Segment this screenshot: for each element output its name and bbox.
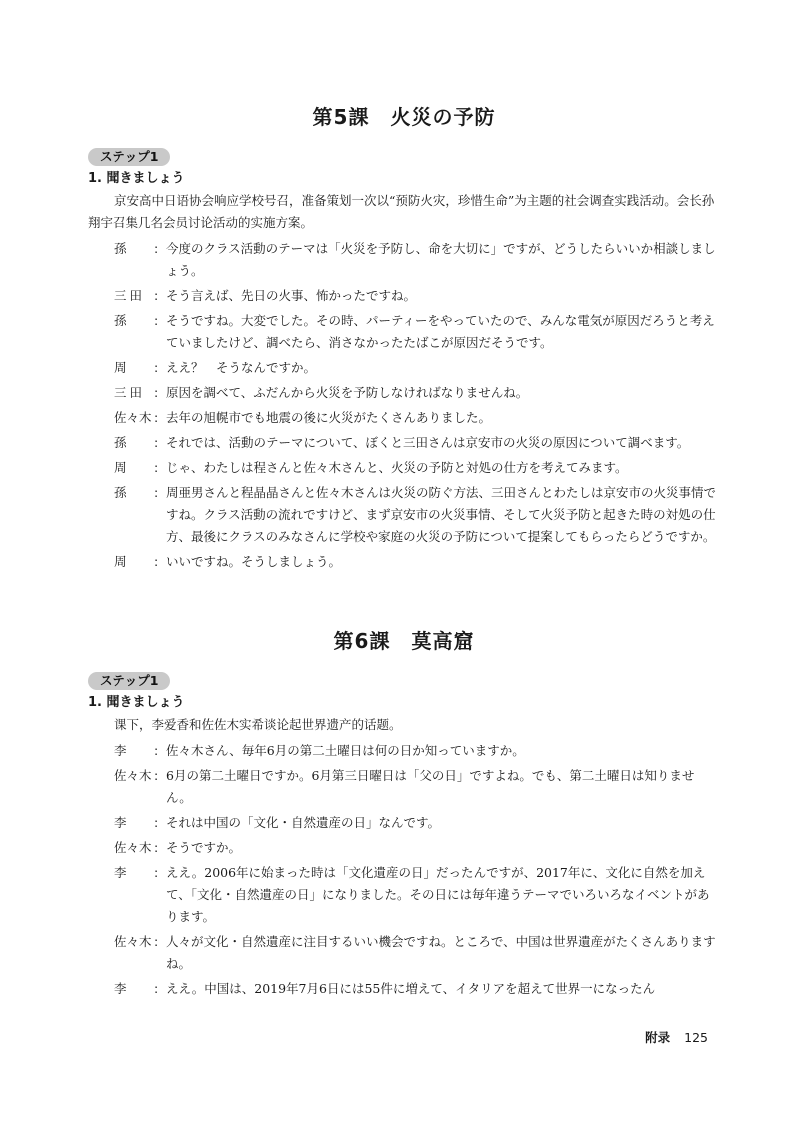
speaker: 李 <box>114 743 127 758</box>
speaker: 李 <box>114 981 127 996</box>
speaker: 周 <box>114 460 127 475</box>
page-number: 125 <box>684 1030 708 1045</box>
dialogue-line <box>114 551 720 573</box>
separator: : <box>154 865 159 880</box>
step-badge: ステップ1 <box>88 672 170 690</box>
separator: : <box>154 288 159 303</box>
speaker: 孫 <box>114 435 127 450</box>
dialogue-line <box>114 357 720 379</box>
lesson-title: 第5課 火災の予防 <box>312 105 496 129</box>
dialogue <box>114 238 720 573</box>
line-text: そうですね。大変でした。その時、パーティーをやっていたので、みんな電気が原因だろうと考えていましたけど、調べたら、消さなかったたばこが原因だそうです。 <box>166 313 715 350</box>
speaker: 佐々木 <box>114 840 152 855</box>
dialogue-line <box>114 812 720 834</box>
dialogue-line <box>114 862 720 928</box>
line-text: それは中国の「文化・自然遺産の日」なんです。 <box>166 815 441 830</box>
separator: : <box>154 815 159 830</box>
separator: : <box>154 934 159 949</box>
speaker: 三田 <box>114 288 146 303</box>
line-text: 佐々木さん、毎年6月の第二土曜日は何の日か知っていますか。 <box>166 743 525 758</box>
dialogue-line <box>114 238 720 282</box>
speaker: 孫 <box>114 241 127 256</box>
separator: : <box>154 840 159 855</box>
line-text: そうですか。 <box>166 840 242 855</box>
speaker: 佐々木 <box>114 410 152 425</box>
separator: : <box>154 460 159 475</box>
lesson-5 <box>88 102 720 576</box>
separator: : <box>154 313 159 328</box>
dialogue-line <box>114 978 720 1000</box>
step-badge: ステップ1 <box>88 148 170 166</box>
dialogue-line <box>114 310 720 354</box>
footer-label: 附录 <box>645 1030 671 1045</box>
line-text: そう言えば、先日の火事、怖かったですね。 <box>166 288 417 303</box>
separator: : <box>154 981 159 996</box>
speaker: 佐々木 <box>114 768 152 783</box>
section-heading: 1. 聞きましょう <box>88 695 185 710</box>
line-text: 6月の第二土曜日ですか。6月第三日曜日は「父の日」ですよね。でも、第二土曜日は知りません。 <box>166 768 695 805</box>
speaker: 李 <box>114 815 127 830</box>
line-text: ええ。2006年に始まった時は「文化遺産の日」だったんですが、2017年に、文化に自然を加えて、「文化・自然遺産の日」になりました。その日には毎年違うテーマでいろいろなイベントがあります。 <box>166 865 710 924</box>
separator: : <box>154 768 159 783</box>
separator: : <box>154 743 159 758</box>
line-text: 今度のクラス活動のテーマは「火災を予防し、命を大切に」ですが、どうしたらいいか相談しましょう。 <box>166 241 716 278</box>
speaker: 周 <box>114 360 127 375</box>
separator: : <box>154 435 159 450</box>
dialogue-line <box>114 837 720 859</box>
dialogue-line <box>114 765 720 809</box>
section-heading: 1. 聞きましょう <box>88 171 185 186</box>
dialogue-line <box>114 457 720 479</box>
dialogue-line <box>114 740 720 762</box>
speaker: 佐々木 <box>114 934 152 949</box>
dialogue-line <box>114 407 720 429</box>
line-text: じゃ、わたしは程さんと佐々木さんと、火災の予防と対処の仕方を考えてみます。 <box>166 460 628 475</box>
speaker: 孫 <box>114 485 127 500</box>
speaker: 孫 <box>114 313 127 328</box>
dialogue-line <box>114 482 720 548</box>
line-text: それでは、活動のテーマについて、ぼくと三田さんは京安市の火災の原因について調べます。 <box>166 435 690 450</box>
line-text: 去年の旭幌市でも地震の後に火災がたくさんありました。 <box>166 410 492 425</box>
page-footer <box>645 1028 708 1046</box>
separator: : <box>154 385 159 400</box>
line-text: 人々が文化・自然遺産に注目するいい機会ですね。ところで、中国は世界遺産がたくさんありますね。 <box>166 934 716 971</box>
separator: : <box>154 485 159 500</box>
speaker: 三田 <box>114 385 146 400</box>
line-text: ええ？ そうなんですか。 <box>166 360 317 375</box>
line-text: いいですね。そうしましょう。 <box>166 554 342 569</box>
line-text: 原因を調べて、ふだんから火災を予防しなければなりませんね。 <box>166 385 529 400</box>
separator: : <box>154 554 159 569</box>
dialogue-line <box>114 931 720 975</box>
lesson-title: 第6課 莫高窟 <box>333 629 475 653</box>
dialogue-line <box>114 285 720 307</box>
line-text: 周亜男さんと程晶晶さんと佐々木さんは火災の防ぐ方法、三田さんとわたしは京安市の火災事情ですね。クラス活動の流れですけど、まず京安市の火災事情、そして火災予防と起きた時の対処の仕方、最後にクラスのみなさんに学校や家庭の火災の予防について提案してもらったらどうですか。 <box>166 485 717 544</box>
separator: : <box>154 241 159 256</box>
line-text: ええ。中国は、2019年7月6日には55件に増えて、イタリアを超えて世界一になったん <box>166 981 656 996</box>
dialogue <box>114 740 720 1000</box>
dialogue-line <box>114 382 720 404</box>
lesson-6 <box>88 626 720 1003</box>
intro-paragraph: 课下，李爱香和佐佐木实希谈论起世界遗产的话题。 <box>114 717 402 732</box>
separator: : <box>154 360 159 375</box>
speaker: 李 <box>114 865 127 880</box>
dialogue-line <box>114 432 720 454</box>
separator: : <box>154 410 159 425</box>
speaker: 周 <box>114 554 127 569</box>
intro-paragraph: 京安高中日语协会响应学校号召，准备策划一次以“预防火灾，珍惜生命”为主题的社会调查实践活动。会长孙翔宇召集几名会员讨论活动的实施方案。 <box>88 193 715 230</box>
